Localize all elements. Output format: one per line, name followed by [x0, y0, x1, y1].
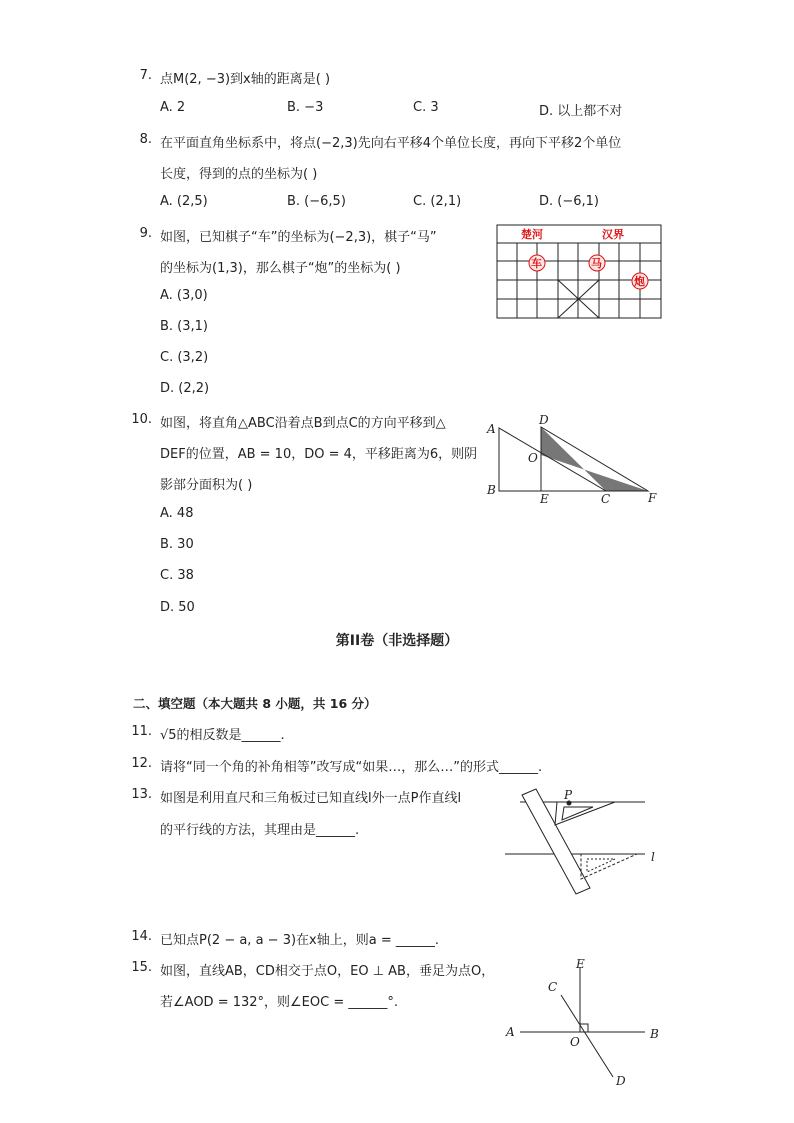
q8-stem-line1: 在平面直角坐标系中，将点(−2,3)先向右平移4个单位长度，再向下平移2个单位: [160, 136, 622, 151]
q9-number: 9.: [139, 226, 152, 241]
label-P: P: [564, 788, 573, 802]
q7-option-c: C. 3: [413, 100, 439, 115]
label-D: D: [539, 413, 549, 427]
q15-number: 15.: [131, 960, 152, 975]
piece-ma: 马: [591, 257, 602, 270]
q13-stem-line2: 的平行线的方法，其理由是______.: [160, 823, 360, 838]
q7-option-d: D. 以上都不对: [539, 104, 623, 119]
q10-stem-line1: 如图，将直角△ABC沿着点B到点C的方向平移到△: [160, 416, 446, 431]
q13-number: 13.: [131, 787, 152, 802]
q7-stem: 点M(2, −3)到x轴的距离是( ): [160, 72, 331, 87]
river-right-label: 汉界: [602, 228, 624, 241]
label-D: D: [616, 1074, 626, 1088]
q10-stem-line3: 影部分面积为( ): [160, 478, 253, 493]
piece-pao: 炮: [634, 275, 645, 288]
chess-board-figure: [496, 224, 662, 320]
label-B: B: [487, 483, 496, 497]
q9-option-b: B. (3,1): [160, 319, 209, 334]
q12-number: 12.: [131, 756, 152, 771]
label-F: F: [648, 491, 657, 505]
q10-stem-line2: DEF的位置，AB = 10，DO = 4，平移距离为6，则阴: [160, 447, 478, 462]
q7-number: 7.: [139, 68, 152, 83]
part2-title: 第II卷（非选择题）: [335, 633, 459, 649]
q8-stem-line2: 长度，得到的点的坐标为( ): [160, 167, 318, 182]
label-C: C: [548, 980, 558, 994]
label-O: O: [570, 1035, 580, 1049]
q12-stem: 请将“同一个角的补角相等”改写成“如果…，那么…”的形式______.: [160, 760, 543, 775]
q8-option-d: D. (−6,1): [539, 194, 599, 209]
q10-option-c: C. 38: [160, 568, 194, 583]
intersecting-lines-figure: [500, 955, 665, 1090]
q13-stem-line1: 如图是利用直尺和三角板过已知直线l外一点P作直线l: [160, 791, 462, 806]
q8-option-b: B. (−6,5): [287, 194, 346, 209]
label-O: O: [528, 451, 538, 465]
label-A: A: [506, 1025, 515, 1039]
q7-option-a: A. 2: [160, 100, 186, 115]
q9-option-a: A. (3,0): [160, 288, 208, 303]
q9-stem-line2: 的坐标为(1,3)，那么棋子“炮”的坐标为( ): [160, 261, 401, 276]
label-E: E: [576, 957, 585, 971]
ruler-triangle-figure: [505, 785, 665, 897]
piece-che: 车: [531, 257, 542, 270]
q8-option-c: C. (2,1): [413, 194, 462, 209]
q9-option-d: D. (2,2): [160, 381, 210, 396]
label-E: E: [540, 492, 549, 506]
q15-stem-line1: 如图，直线AB，CD相交于点O，EO ⊥ AB，垂足为点O，: [160, 964, 495, 979]
section2-heading: 二、填空题（本大题共 8 小题，共 16 分）: [133, 696, 377, 711]
q9-option-c: C. (3,2): [160, 350, 209, 365]
q10-option-a: A. 48: [160, 506, 194, 521]
label-l: l: [651, 850, 655, 864]
q11-stem: √5的相反数是______.: [160, 728, 285, 743]
q11-number: 11.: [131, 724, 152, 739]
q8-number: 8.: [139, 132, 152, 147]
q10-number: 10.: [131, 412, 152, 427]
label-C: C: [601, 492, 611, 506]
label-B: B: [650, 1027, 659, 1041]
q14-number: 14.: [131, 929, 152, 944]
translated-triangle-figure: [484, 410, 664, 510]
q10-option-d: D. 50: [160, 600, 195, 615]
q15-stem-line2: 若∠AOD = 132°，则∠EOC = ______°.: [160, 995, 398, 1010]
q10-option-b: B. 30: [160, 537, 194, 552]
q9-stem-line1: 如图，已知棋子“车”的坐标为(−2,3)，棋子“马”: [160, 230, 437, 245]
q14-stem: 已知点P(2 − a, a − 3)在x轴上，则a = ______.: [160, 933, 439, 948]
river-left-label: 楚河: [521, 228, 543, 241]
q7-option-b: B. −3: [287, 100, 324, 115]
q8-option-a: A. (2,5): [160, 194, 208, 209]
label-A: A: [487, 422, 496, 436]
